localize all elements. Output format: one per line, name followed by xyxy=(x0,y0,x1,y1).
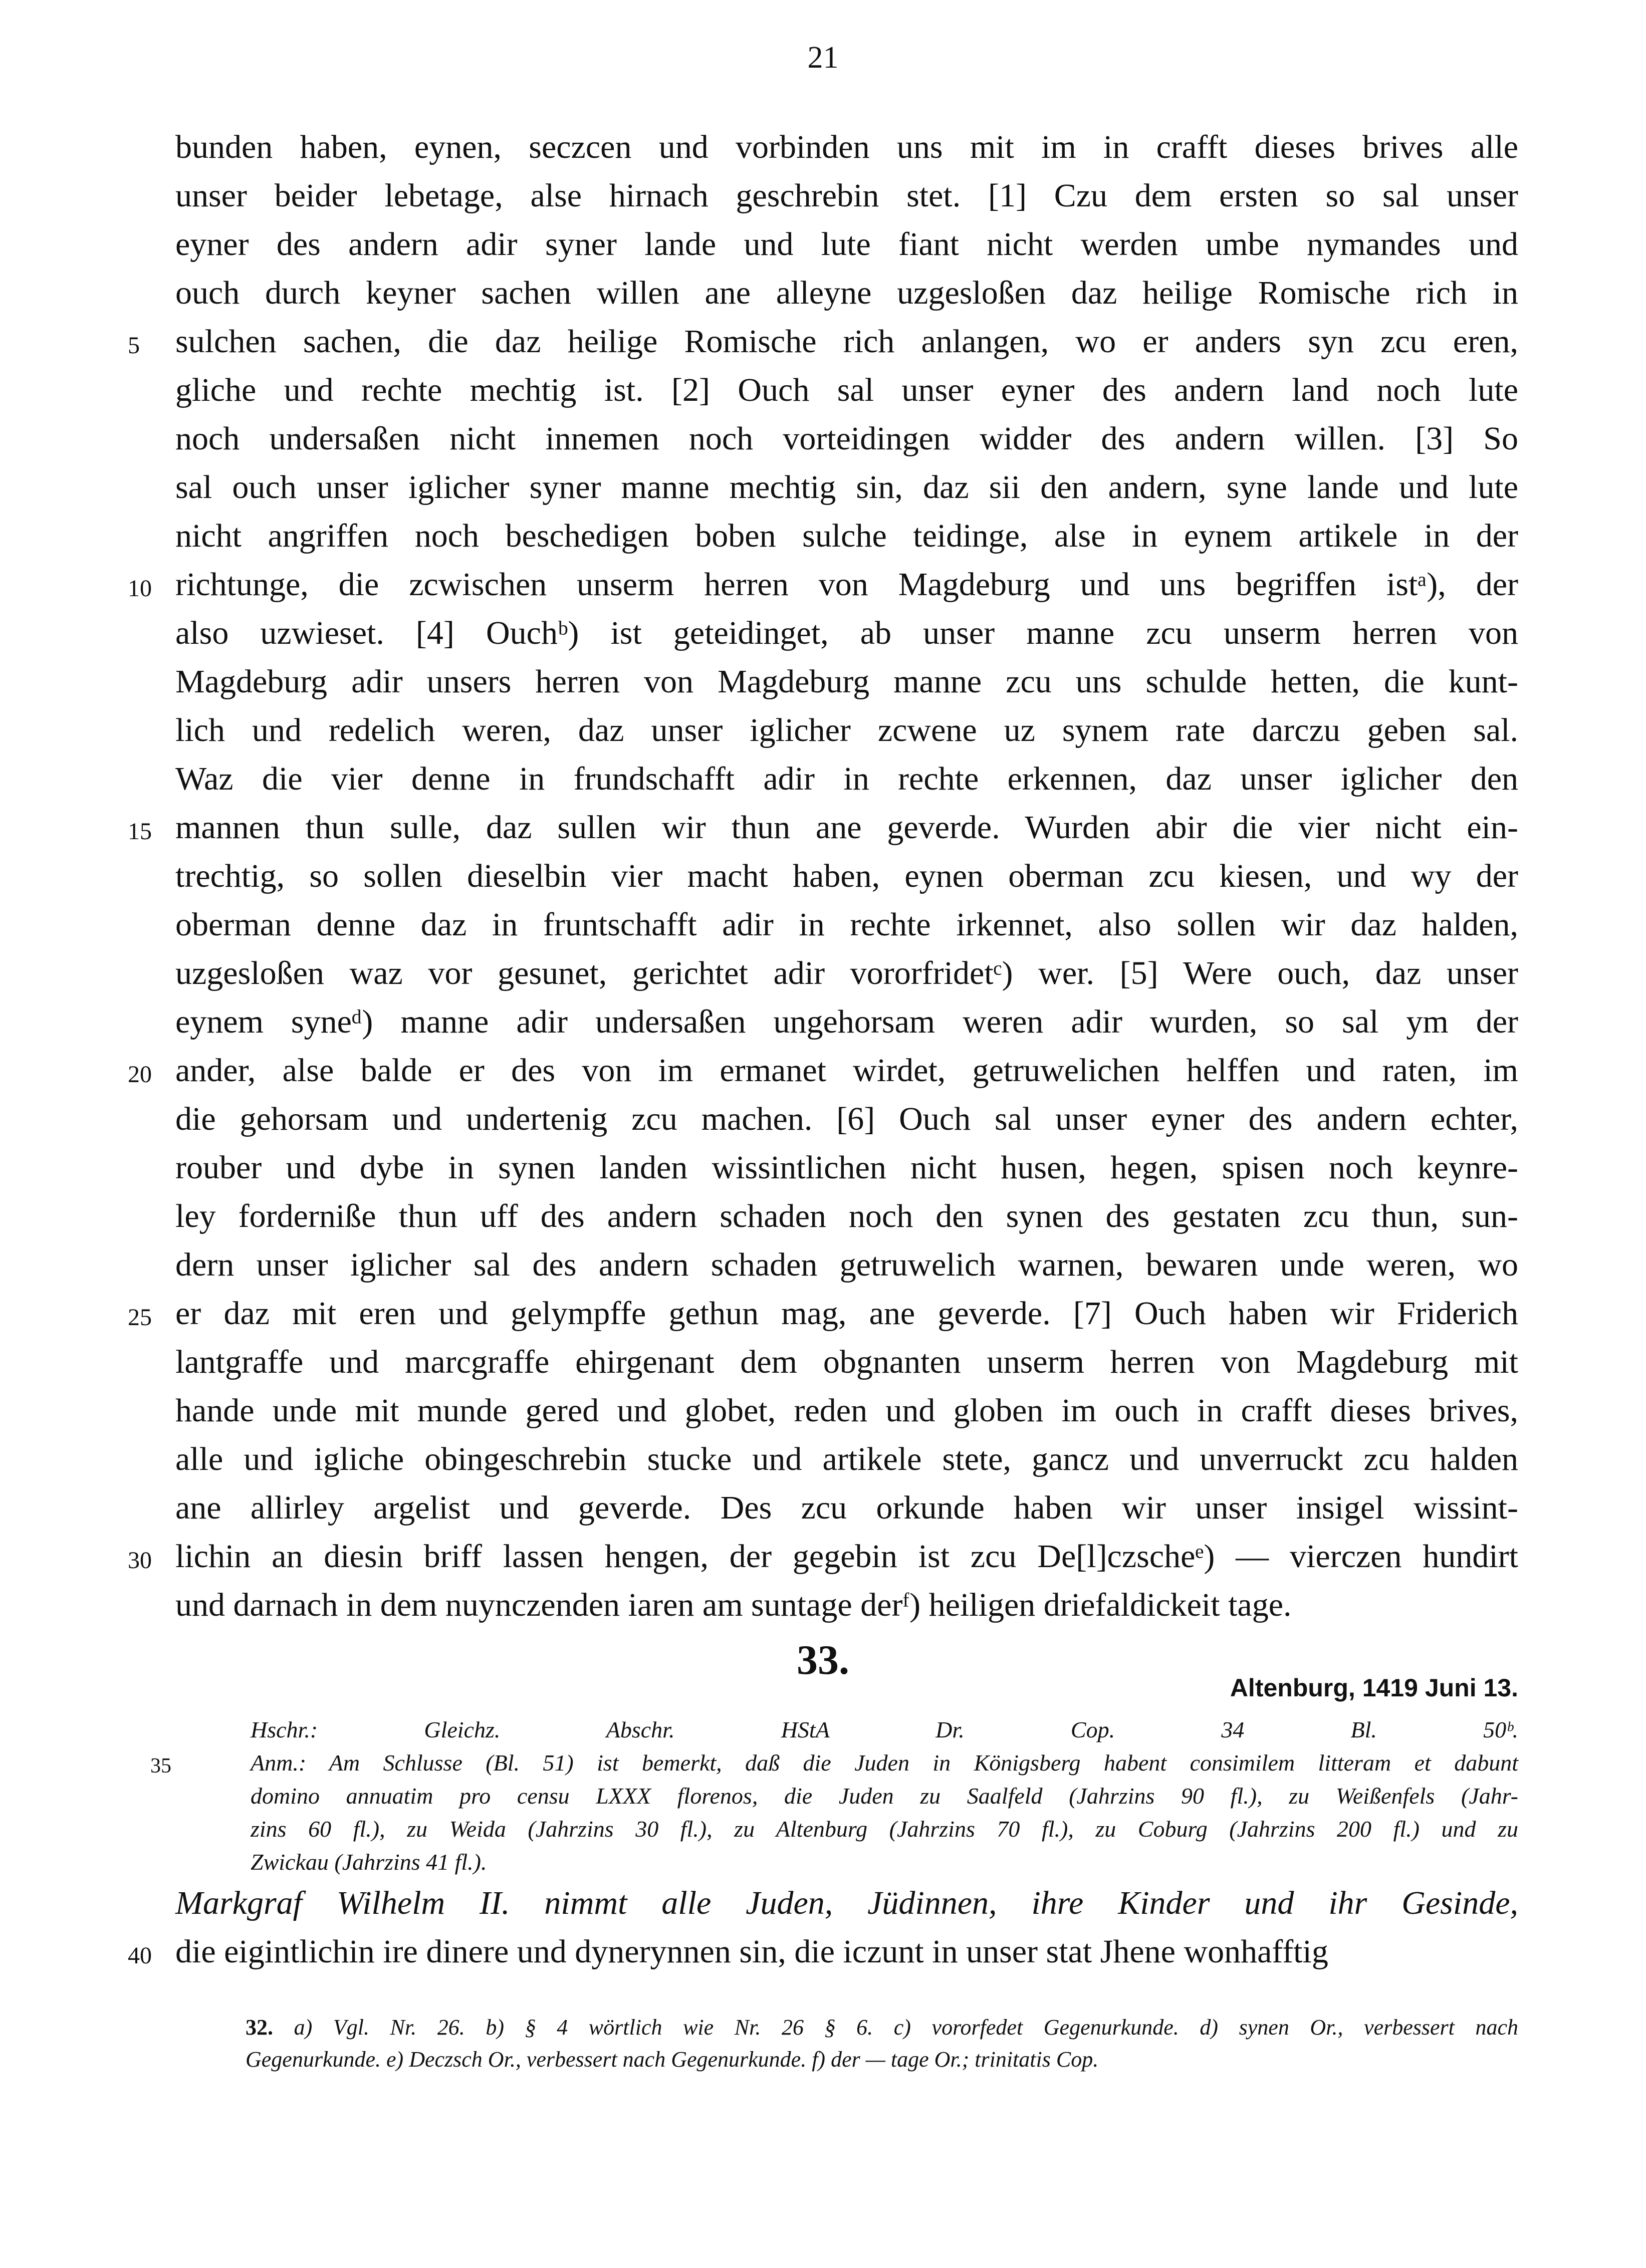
text-line xyxy=(175,414,1518,463)
line-number: 15 xyxy=(128,818,152,845)
text-line xyxy=(175,657,1518,706)
text-line xyxy=(175,706,1518,754)
text-line xyxy=(175,949,1518,997)
text-line xyxy=(175,366,1518,414)
regest-line xyxy=(175,1879,1518,1927)
line-text: ander, alse balde er des von im ermanet wirdet, getruwelichen helffen und raten, im xyxy=(175,1052,1518,1089)
line-text: die eigintlichin ire dinere und dynerynnen sin, die iczunt in unser stat Jhene wonhafftig xyxy=(175,1933,1328,1970)
line-text: unser beider lebetage, alse hirnach geschrebin stet. [1] Czu dem ersten so sal unser xyxy=(175,177,1518,214)
line-text: ouch durch keyner sachen willen ane alleyne uzgesloßen daz heilige Romische rich in xyxy=(175,275,1518,311)
line-text: also uzwieset. [4] Ouchᵇ) ist geteidinget, ab unser manne zcu unserm herren von xyxy=(175,615,1518,651)
line-text: lichin an diesin briff lassen hengen, der gegebin ist zcu De[l]czscheᵉ) — vierczen hundirt xyxy=(175,1538,1518,1575)
note-line xyxy=(150,1746,1518,1780)
text-line xyxy=(128,1532,1518,1581)
text-line xyxy=(175,123,1518,171)
line-text: lantgraffe und marcgraffe ehirgenant dem obgnanten unserm herren von Magdeburg mit xyxy=(175,1344,1518,1380)
apparatus-text-1: a) Vgl. Nr. 26. b) § 4 wörtlich wie Nr. 26 § 6. c) vororfedet Gegenurkunde. d) synen Or., verbessert nach xyxy=(294,2015,1519,2040)
line-text: rouber und dybe in synen landen wissintlichen nicht husen, hegen, spisen noch keynre- xyxy=(175,1149,1518,1186)
text-line xyxy=(175,900,1518,949)
text-line xyxy=(175,1095,1518,1143)
line-text: und darnach in dem nuynczenden iaren am suntage derᶠ) heiligen driefaldickeit tage. xyxy=(175,1587,1292,1623)
apparatus-line-2: Gegenurkunde. e) Deczsch Or., verbessert nach Gegenurkunde. f) der — tage Or.; trinitatis Cop. xyxy=(246,2047,1099,2072)
text-line xyxy=(175,754,1518,803)
text-line xyxy=(128,803,1518,852)
text-line xyxy=(175,512,1518,560)
line-number: 10 xyxy=(128,575,152,602)
regest-line xyxy=(128,1927,1518,1976)
line-text: oberman denne daz in fruntschafft adir in rechte irkennet, also sollen wir daz halden, xyxy=(175,906,1518,943)
note-line xyxy=(251,1713,1518,1746)
text-line xyxy=(175,1338,1518,1386)
line-text: Anm.: Am Schlusse (Bl. 51) ist bemerkt, daß die Juden in Königsberg habent consimilem litteram et dabunt xyxy=(251,1750,1518,1776)
line-text: gliche und rechte mechtig ist. [2] Ouch sal unser eyner des andern land noch lute xyxy=(175,372,1518,408)
line-text: ley forderniße thun uff des andern schaden noch den synen des gestaten zcu thun, sun- xyxy=(175,1198,1518,1234)
text-line xyxy=(128,560,1518,609)
line-text: Magdeburg adir unsers herren von Magdeburg manne zcu uns schulde hetten, die kunt- xyxy=(175,663,1518,700)
text-line xyxy=(128,317,1518,366)
text-line xyxy=(128,1289,1518,1338)
text-line xyxy=(175,269,1518,317)
text-line xyxy=(128,1046,1518,1095)
text-line xyxy=(175,171,1518,220)
line-text: sulchen sachen, die daz heilige Romische rich anlangen, wo er anders syn zcu eren, xyxy=(175,323,1518,360)
line-text: Markgraf Wilhelm II. nimmt alle Juden, Jüdinnen, ihre Kinder und ihr Gesinde, xyxy=(175,1885,1518,1921)
text-line xyxy=(175,609,1518,657)
text-line xyxy=(175,220,1518,269)
line-text: er daz mit eren und gelympffe gethun mag, ane geverde. [7] Ouch haben wir Friderich xyxy=(175,1295,1518,1332)
text-line xyxy=(175,1386,1518,1435)
line-number: 5 xyxy=(128,332,140,359)
dateline: Altenburg, 1419 Juni 13. xyxy=(1230,1674,1518,1702)
line-number: 30 xyxy=(128,1547,152,1574)
line-text: uzgesloßen waz vor gesunet, gerichtet adir vororfridetᶜ) wer. [5] Were ouch, daz unser xyxy=(175,955,1518,991)
line-number: 25 xyxy=(128,1304,152,1331)
line-text: die gehorsam und undertenig zcu machen. [6] Ouch sal unser eyner des andern echter, xyxy=(175,1101,1518,1137)
line-text: domino annuatim pro censu LXXX florenos, die Juden zu Saalfeld (Jahrzins 90 fl.), zu Weißenfels (Jahr- xyxy=(251,1783,1518,1809)
text-line xyxy=(175,1483,1518,1532)
manuscript-notes xyxy=(150,1713,1518,1879)
line-text: bunden haben, eynen, seczcen und vorbinden uns mit im in crafft dieses brives alle xyxy=(175,129,1518,165)
note-line xyxy=(251,1780,1518,1813)
text-line xyxy=(175,1581,1518,1629)
line-text: zins 60 fl.), zu Weida (Jahrzins 30 fl.), zu Altenburg (Jahrzins 70 fl.), zu Coburg (Jahrzins 200 fl.) und zu xyxy=(251,1816,1518,1842)
line-text: Hschr.: Gleichz. Abschr. HStA Dr. Cop. 34 Bl. 50ᵇ. xyxy=(251,1717,1518,1742)
text-line xyxy=(175,852,1518,900)
text-line xyxy=(175,997,1518,1046)
charter-text xyxy=(128,123,1518,1629)
line-text: alle und igliche obingeschrebin stucke und artikele stete, gancz und unverruckt zcu halden xyxy=(175,1441,1518,1477)
line-text: Zwickau (Jahrzins 41 fl.). xyxy=(251,1849,487,1875)
text-line xyxy=(175,1435,1518,1483)
line-text: lich und redelich weren, daz unser iglicher zcwene uz synem rate darczu geben sal. xyxy=(175,712,1518,748)
line-text: nicht angriffen noch beschedigen boben sulche teidinge, alse in eynem artikele in der xyxy=(175,518,1518,554)
apparatus-number: 32. xyxy=(246,2015,273,2040)
document-number: 33. xyxy=(797,1637,849,1683)
line-number: 40 xyxy=(128,1942,152,1969)
note-line xyxy=(251,1813,1518,1846)
line-text: dern unser iglicher sal des andern schaden getruwelich warnen, bewaren unde weren, wo xyxy=(175,1246,1518,1283)
line-text: noch undersaßen nicht innemen noch vorteidingen widder des andern willen. [3] So xyxy=(175,420,1518,457)
text-line xyxy=(175,1143,1518,1192)
note-line xyxy=(251,1846,1518,1879)
line-text: Waz die vier denne in frundschafft adir in rechte erkennen, daz unser iglicher den xyxy=(175,761,1518,797)
line-text: richtunge, die zcwischen unserm herren von Magdeburg und uns begriffen istᵃ), der xyxy=(175,566,1518,603)
line-text: hande unde mit munde gered und globet, reden und globen im ouch in crafft dieses brives, xyxy=(175,1392,1518,1429)
text-line xyxy=(175,1192,1518,1240)
line-text: ane allirley argelist und geverde. Des zcu orkunde haben wir unser insigel wissint- xyxy=(175,1489,1518,1526)
line-text: mannen thun sulle, daz sullen wir thun ane geverde. Wurden abir die vier nicht ein- xyxy=(175,809,1518,846)
text-line xyxy=(175,1240,1518,1289)
critical-apparatus xyxy=(246,2011,1518,2076)
line-text: eynem syneᵈ) manne adir undersaßen ungehorsam weren adir wurden, so sal ym der xyxy=(175,1003,1518,1040)
text-line xyxy=(175,463,1518,512)
page-number: 21 xyxy=(807,41,839,75)
line-text: trechtig, so sollen dieselbin vier macht haben, eynen oberman zcu kiesen, und wy der xyxy=(175,858,1518,894)
line-text: eyner des andern adir syner lande und lute fiant nicht werden umbe nymandes und xyxy=(175,226,1518,263)
apparatus-line-1 xyxy=(246,2011,1518,2044)
line-text: sal ouch unser iglicher syner manne mechtig sin, daz sii den andern, syne lande und lute xyxy=(175,469,1518,506)
regest xyxy=(128,1879,1518,1976)
line-number: 35 xyxy=(150,1754,171,1778)
line-number: 20 xyxy=(128,1061,152,1088)
